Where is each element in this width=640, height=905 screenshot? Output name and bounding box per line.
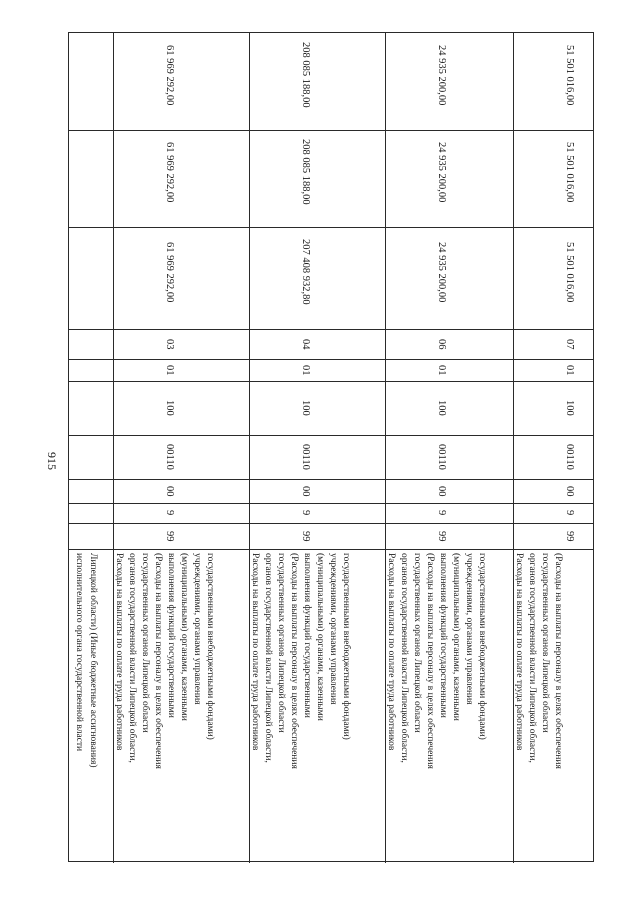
code-cell: 00110	[436, 444, 447, 470]
code-cell: 03	[164, 338, 175, 350]
code-cell: 01	[300, 364, 311, 376]
code-cell: 07	[564, 338, 575, 350]
code-cell: 9	[164, 510, 175, 516]
description-line: (муниципальными) органами, казенными	[451, 553, 461, 721]
code-cell: 100	[564, 400, 575, 416]
amount-cell: 51 501 016,00	[564, 45, 575, 106]
code-cell: 100	[164, 400, 175, 416]
amount-cell: 207 408 932,80	[300, 238, 311, 305]
description-line: (муниципальными) органами, казенными	[179, 553, 189, 721]
column-divider	[69, 479, 593, 480]
description-line: органов государственной власти Липецкой области,	[263, 553, 273, 763]
description-line: органов государственной власти Липецкой области,	[127, 553, 137, 763]
code-cell: 00110	[300, 444, 311, 470]
code-cell: 99	[564, 530, 575, 542]
description-line: государственными внебюджетными фондами)	[341, 553, 351, 740]
description-line: государственными внебюджетными фондами)	[205, 553, 215, 740]
code-cell: 9	[300, 510, 311, 516]
description-line: выполнения функций государственными	[302, 553, 312, 718]
description-line: органов государственной власти Липецкой области,	[399, 553, 409, 763]
description-line: выполнения функций государственными	[438, 553, 448, 718]
description-line: Расходы на выплаты по оплате труда работников	[514, 553, 524, 751]
description-line: учреждениями, органами управления	[328, 553, 338, 705]
amount-cell: 24 935 200,00	[436, 241, 447, 302]
code-cell: 01	[564, 364, 575, 376]
description-line: (Расходы на выплаты персоналу в целях обеспечения	[425, 553, 435, 769]
column-divider	[69, 130, 593, 131]
column-divider	[69, 359, 593, 360]
code-cell: 01	[164, 364, 175, 376]
description-line: Расходы на выплаты по оплате труда работников	[386, 553, 396, 751]
amount-cell: 24 935 200,00	[436, 45, 447, 106]
description-line: (муниципальными) органами, казенными	[315, 553, 325, 721]
amount-cell: 61 969 292,00	[164, 142, 175, 203]
code-cell: 00	[164, 485, 175, 497]
page-number: 915	[45, 452, 59, 470]
budget-table	[68, 32, 594, 862]
code-cell: 100	[300, 400, 311, 416]
description-line: исполнительного органа государственной власти	[74, 553, 84, 752]
description-line: (Расходы на выплаты персоналу в целях обеспечения	[289, 553, 299, 769]
code-cell: 9	[564, 510, 575, 516]
column-divider	[69, 503, 593, 504]
code-cell: 00110	[164, 444, 175, 470]
amount-cell: 24 935 200,00	[436, 142, 447, 203]
description-line: государственных органов Липецкой области	[540, 553, 550, 733]
amount-cell: 61 969 292,00	[164, 45, 175, 106]
column-divider	[69, 329, 593, 330]
description-line: государственных органов Липецкой области	[412, 553, 422, 733]
code-cell: 99	[164, 530, 175, 542]
description-line: органов государственной власти Липецкой области,	[527, 553, 537, 763]
column-divider	[69, 227, 593, 228]
code-cell: 01	[436, 364, 447, 376]
amount-cell: 208 085 188,00	[300, 139, 311, 205]
code-cell: 06	[436, 338, 447, 350]
code-cell: 100	[436, 400, 447, 416]
column-divider	[69, 549, 593, 550]
amount-cell: 61 969 292,00	[164, 241, 175, 302]
description-line: государственных органов Липецкой области	[140, 553, 150, 733]
description-line: государственных органов Липецкой области	[276, 553, 286, 733]
amount-cell: 208 085 188,00	[300, 42, 311, 108]
column-divider	[69, 435, 593, 436]
description-line: выполнения функций государственными	[166, 553, 176, 718]
description-line: Липецкой области) (Иные бюджетные ассигнования)	[88, 553, 98, 768]
code-cell: 99	[300, 530, 311, 542]
code-cell: 00	[564, 485, 575, 497]
code-cell: 04	[300, 338, 311, 350]
description-line: учреждениями, органами управления	[464, 553, 474, 705]
column-divider	[69, 523, 593, 524]
code-cell: 00	[436, 485, 447, 497]
description-line: учреждениями, органами управления	[192, 553, 202, 705]
description-line: государственными внебюджетными фондами)	[477, 553, 487, 740]
column-divider	[69, 381, 593, 382]
description-line: (Расходы на выплаты персоналу в целях обеспечения	[553, 553, 563, 769]
amount-cell: 51 501 016,00	[564, 241, 575, 302]
amount-cell: 51 501 016,00	[564, 142, 575, 203]
description-line: (Расходы на выплаты персоналу в целях обеспечения	[153, 553, 163, 769]
code-cell: 9	[436, 510, 447, 516]
description-line: Расходы на выплаты по оплате труда работников	[250, 553, 260, 751]
code-cell: 99	[436, 530, 447, 542]
code-cell: 00	[300, 485, 311, 497]
code-cell: 00110	[564, 444, 575, 470]
description-line: Расходы на выплаты по оплате труда работников	[114, 553, 124, 751]
